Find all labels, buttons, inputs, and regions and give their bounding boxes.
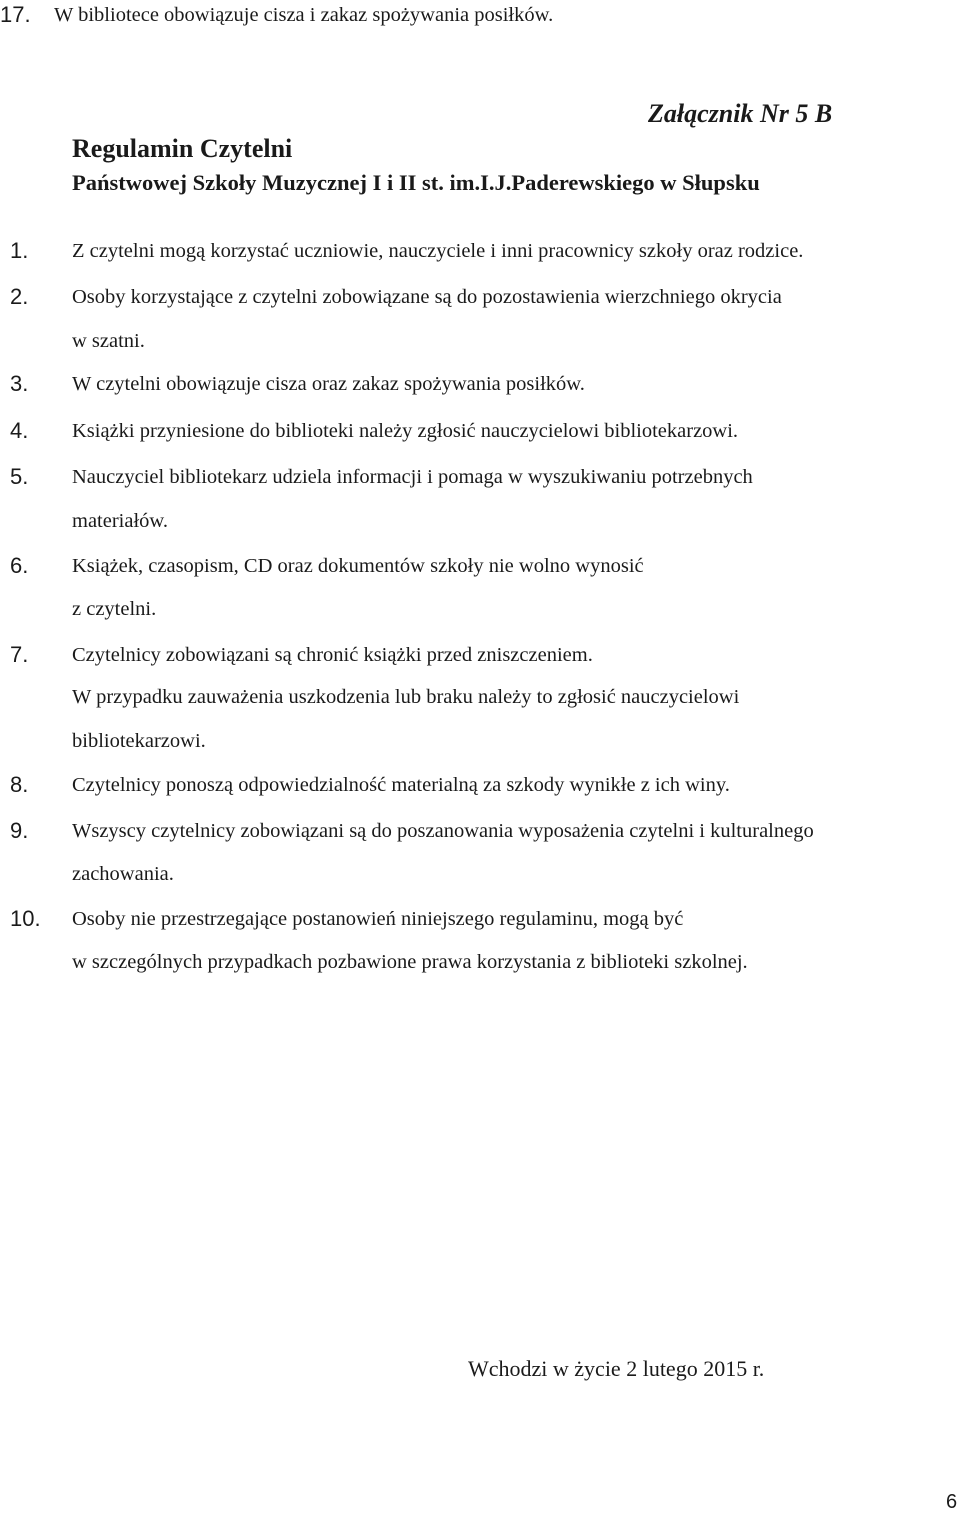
item-number-8: 8. bbox=[10, 772, 29, 797]
item-text-10-line-2: w szczególnych przypadkach pozbawione prawa korzystania z biblioteki szkolnej. bbox=[72, 951, 748, 973]
page-number: 6 bbox=[946, 1491, 958, 1513]
item-number-17: 17. bbox=[0, 2, 31, 27]
item-text-1-line-1: Z czytelni mogą korzystać uczniowie, nauczyciele i inni pracownicy szkoły oraz rodzice. bbox=[72, 240, 804, 262]
item-text-10-line-1: Osoby nie przestrzegające postanowień niniejszego regulaminu, mogą być bbox=[72, 908, 684, 930]
document-subtitle: Państwowej Szkoły Muzycznej I i II st. im.I.J.Paderewskiego w Słupsku bbox=[72, 170, 760, 195]
item-text-9-line-1: Wszyscy czytelnicy zobowiązani są do poszanowania wyposażenia czytelni i kulturalnego bbox=[72, 820, 814, 842]
item-number-1: 1. bbox=[10, 238, 29, 263]
item-text-17: W bibliotece obowiązuje cisza i zakaz spożywania posiłków. bbox=[54, 4, 554, 26]
item-text-7-line-1: Czytelnicy zobowiązani są chronić książki przed zniszczeniem. bbox=[72, 644, 593, 666]
item-text-6-line-1: Książek, czasopism, CD oraz dokumentów szkoły nie wolno wynosić bbox=[72, 555, 644, 577]
item-number-4: 4. bbox=[10, 418, 29, 443]
item-number-2: 2. bbox=[10, 284, 29, 309]
item-text-3-line-1: W czytelni obowiązuje cisza oraz zakaz spożywania posiłków. bbox=[72, 373, 585, 395]
item-text-5-line-1: Nauczyciel bibliotekarz udziela informacji i pomaga w wyszukiwaniu potrzebnych bbox=[72, 466, 753, 488]
item-number-7: 7. bbox=[10, 642, 29, 667]
item-number-9: 9. bbox=[10, 818, 29, 843]
item-text-7-line-2: W przypadku zauważenia uszkodzenia lub braku należy to zgłosić nauczycielowi bbox=[72, 686, 740, 708]
item-text-8-line-1: Czytelnicy ponoszą odpowiedzialność materialną za szkody wynikłe z ich winy. bbox=[72, 774, 730, 796]
item-text-9-line-2: zachowania. bbox=[72, 863, 174, 885]
item-number-10: 10. bbox=[10, 906, 41, 931]
item-text-2-line-1: Osoby korzystające z czytelni zobowiązane są do pozostawienia wierzchniego okrycia bbox=[72, 286, 782, 308]
item-text-4-line-1: Książki przyniesione do biblioteki należy zgłosić nauczycielowi bibliotekarzowi. bbox=[72, 420, 739, 442]
item-text-5-line-2: materiałów. bbox=[72, 510, 169, 532]
item-text-7-line-3: bibliotekarzowi. bbox=[72, 730, 206, 752]
document-title: Regulamin Czytelni bbox=[72, 134, 293, 163]
item-number-6: 6. bbox=[10, 553, 29, 578]
item-number-5: 5. bbox=[10, 464, 29, 489]
item-text-6-line-2: z czytelni. bbox=[72, 598, 157, 620]
annex-label: Załącznik Nr 5 B bbox=[648, 99, 833, 128]
item-text-2-line-2: w szatni. bbox=[72, 330, 145, 352]
item-number-3: 3. bbox=[10, 371, 29, 396]
effective-date: Wchodzi w życie 2 lutego 2015 r. bbox=[468, 1356, 765, 1381]
